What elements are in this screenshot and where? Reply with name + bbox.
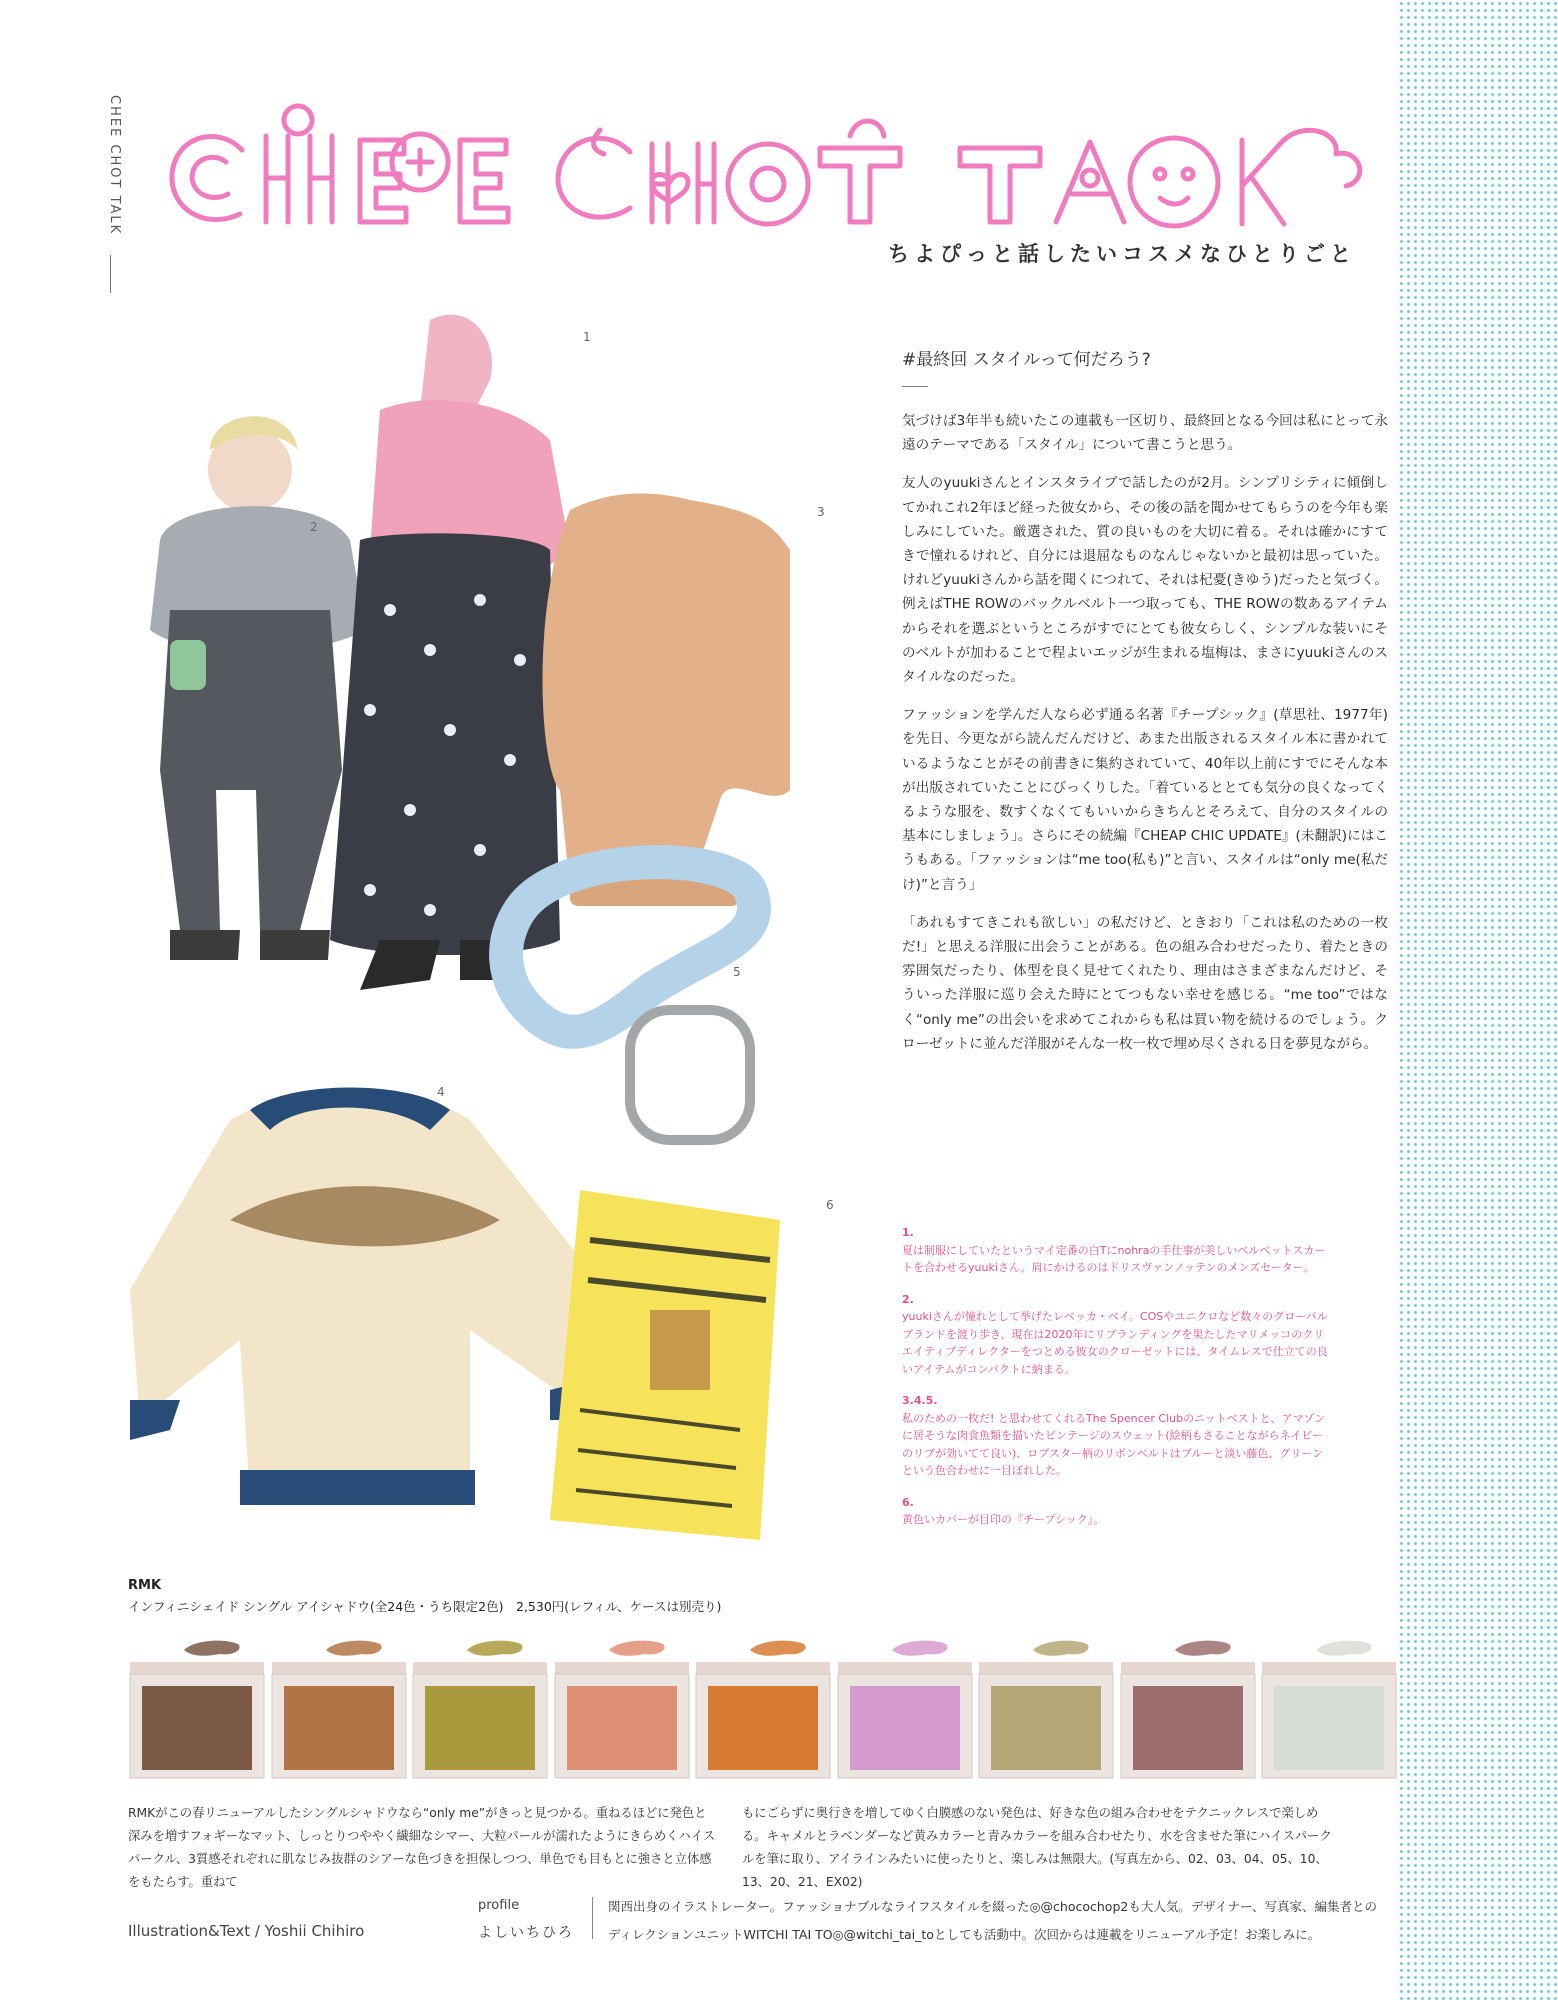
- series-label-vertical: CHEE CHOT TALK: [107, 95, 122, 236]
- eyeshadow-compact: [1119, 1632, 1257, 1782]
- illustration-number-1: 1: [583, 330, 591, 344]
- article-headline: #最終回 スタイルって何だろう?: [902, 350, 1151, 370]
- caption-text: yuukiさんが憧れとして挙げたレベッカ・ベイ。COSやユニクロなど数々のグローバルブランドを渡り歩き、現在は2020年にリブランディングを果たしたマリメッコのクリエイティブディレクターをつとめる彼女のクローゼットには、タイムレスで仕立ての良いアイテムがコンパクトに納まる。: [902, 1310, 1328, 1376]
- series-logo: [160, 90, 1400, 250]
- article-paragraph: 「あれもすてきこれも欲しい」の私だけど、ときおり「これは私のための一枚だ!」と思える洋服に出会うことがある。色の組み合わせだったり、着たときの雰囲気だったり、体型を良く見せてくれたり、理由はさまざまなんだけど、そういった洋服に巡り会えた時にとてつもない幸せを感じる。“me too”ではなく“only me”の出会いを求めてこれからも私は買い物を続けるのでしょう。クローゼットに並んだ洋服がそんな一枚一枚で埋め尽くされる日を夢見ながら。: [902, 914, 1388, 1052]
- caption-item: [902, 1291, 1332, 1379]
- shadow-pan: [284, 1686, 394, 1770]
- shadow-pan: [425, 1686, 535, 1770]
- eyeshadow-compact-graphic: [1119, 1632, 1257, 1782]
- eyeshadow-compact: [977, 1632, 1115, 1782]
- series-label-rule: [110, 255, 111, 293]
- swatch-smear: [467, 1641, 523, 1656]
- profile-label: profile: [478, 1898, 520, 1913]
- caption-number: 2.: [902, 1292, 914, 1306]
- caption-number: 6.: [902, 1495, 914, 1509]
- compact-lid: [130, 1662, 264, 1674]
- illustration-number-4: 4: [437, 1085, 445, 1099]
- illustration-credit: Illustration&Text / Yoshii Chihiro: [128, 1922, 365, 1940]
- illustration-number-2: 2: [310, 520, 318, 534]
- eyeshadow-compact-graphic: [128, 1632, 266, 1782]
- profile-divider: [592, 1897, 593, 1939]
- eyeshadow-compact: [553, 1632, 691, 1782]
- compact-lid: [838, 1662, 972, 1674]
- profile-name: よしいちひろ: [478, 1925, 574, 1941]
- headline-rule: [902, 386, 928, 387]
- caption-item: [902, 1392, 1332, 1480]
- eyeshadow-compact-graphic: [977, 1632, 1115, 1782]
- illustration-number-5: 5: [733, 965, 741, 979]
- shadow-pan: [708, 1686, 818, 1770]
- swatch-smear: [1033, 1641, 1089, 1656]
- compact-lid: [979, 1662, 1113, 1674]
- caption-item: [902, 1224, 1332, 1277]
- swatch-smear: [609, 1641, 665, 1656]
- swatch-smear: [1316, 1641, 1372, 1656]
- swatch-smear: [184, 1641, 240, 1656]
- illustration-number-6: 6: [826, 1198, 834, 1212]
- shadow-pan: [850, 1686, 960, 1770]
- eyeshadow-compact-graphic: [836, 1632, 974, 1782]
- product-description-left: RMKがこの春リニューアルしたシングルシャドウなら“only me”がきっと見つかる。重ねるほどに発色と深みを増すフォギーなマット、しっとりつややく繊細なシマー、大粒パールが濡れたようにきらめくハイスパークル、3質感それぞれに肌なじみ抜群のシアーな色づきを担保しつつ、単色でも目もとに強さと立体感をもたらす。重ねて: [128, 1806, 716, 1889]
- compact-lid: [1121, 1662, 1255, 1674]
- caption-number: 3.4.5.: [902, 1394, 938, 1407]
- product-brand: RMK: [128, 1578, 162, 1593]
- shadow-pan: [1274, 1686, 1384, 1770]
- article-paragraph: 気づけば3年半も続いたこの連載も一区切り、最終回となる今回は私にとって永遠のテーマである「スタイル」について書こうと思う。: [902, 413, 1388, 454]
- illustration-knit-vest: [543, 493, 791, 906]
- eyeshadow-compact-graphic: [270, 1632, 408, 1782]
- product-line: インフィニシェイド シングル アイシャドウ(全24色・うち限定2色) 2,530円(レフィル、ケースは別売り): [128, 1599, 722, 1614]
- swatch-smear: [1175, 1641, 1231, 1656]
- caption-text: 私のための一枚だ! と思わせてくれるThe Spencer Clubのニットベストと、アマゾンに居そうな肉食魚類を描いたビンテージのスウェット(絵柄もさることながらネイビーのリブが効いてて良い)、ロブスター柄のリボンベルトはブルーと淡い藤色、グリーンという色合わせに一目ぼれした。: [902, 1411, 1326, 1477]
- swatch-smear: [750, 1641, 806, 1656]
- illustration-number-3: 3: [817, 505, 825, 519]
- illustration-captions: [902, 1224, 1332, 1543]
- eyeshadow-product-row: [128, 1632, 1398, 1792]
- eyeshadow-compact-graphic: [694, 1632, 832, 1782]
- illustration-cheap-chic-book: [550, 1190, 780, 1540]
- compact-lid: [555, 1662, 689, 1674]
- article-paragraph: 友人のyuukiさんとインスタライブで話したのが2月。シンプリシティに傾倒してかれこれ2年ほど経った彼女から、その後の話を聞かせてもらうのを今年も楽しみにしていた。厳選された、質の良いものを大切に着る。それは確かにすてきで憧れるけれど、自分には退屈なものなんじゃないかと最初は思っていた。けれどyuukiさんから話を聞くにつれて、それは杞憂(きゆう)だったと気づく。例えばTHE ROWのバックルベルト一つ取っても、THE ROWの数あるアイテムからそれを選ぶというところがすでにとても彼女らしく、シンプルな装いにそのベルトが加わることで程よいエッジが生まれる塩梅は、まさにyuukiさんのスタイルなのだった。: [902, 475, 1388, 686]
- article-column: [902, 345, 1388, 1070]
- article-paragraph: ファッションを学んだ人なら必ず通る名著『チープシック』(草思社、1977年)を先日、今更ながら読んだんだけど、あまた出版されるスタイル本に書かれているようなことがその前書きに集約されていて、40年以上前にすでにそんな本が出版されていたことにびっくりした。「着ているととても気分の良くなってくるような服を、数すくなくてもいいからきちんとそろえて、自分のスタイルの基本にしましょう」。さらにその続編『CHEAP CHIC UPDATE』(未翻訳)にはこうもある。「ファッションは“me too(私も)”と言い、スタイルは“only me(私だけ)”と言う」: [902, 707, 1388, 893]
- compact-lid: [413, 1662, 547, 1674]
- eyeshadow-compact: [411, 1632, 549, 1782]
- compact-lid: [696, 1662, 830, 1674]
- eyeshadow-compact-graphic: [411, 1632, 549, 1782]
- watercolor-illustration: [130, 290, 890, 1590]
- eyeshadow-compact-graphic: [553, 1632, 691, 1782]
- product-description-right: もにごらずに奥行きを増してゆく白膜感のない発色は、好きな色の組み合わせをテクニックレスで楽しめる。キャメルとラベンダーなど黄みカラーと青みカラーを組み合わせたり、水を含ませた筆にハイスパークルを筆に取り、アイラインみたいに使ったりと、楽しみは無限大。(写真左から、02、03、04、05、10、13、20、21、EX02): [742, 1806, 1332, 1889]
- shadow-pan: [1133, 1686, 1243, 1770]
- illustration-seated-woman: [150, 416, 366, 960]
- shadow-pan: [991, 1686, 1101, 1770]
- dotted-border: [1398, 0, 1558, 2000]
- swatch-smear: [892, 1641, 948, 1656]
- eyeshadow-compact: [1260, 1632, 1398, 1782]
- eyeshadow-compact: [836, 1632, 974, 1782]
- caption-number: 1.: [902, 1226, 914, 1239]
- eyeshadow-compact-graphic: [1260, 1632, 1398, 1782]
- swatch-smear: [326, 1641, 382, 1656]
- compact-lid: [1262, 1662, 1396, 1674]
- shadow-pan: [142, 1686, 252, 1770]
- series-subtitle: ちよぴっと話したいコスメなひとりごと: [888, 242, 1356, 266]
- caption-text: 夏は制服にしていたというマイ定番の白Tにnohraの手仕事が美しいベルベットスカートを合わせるyuukiさん。肩にかけるのはドリスヴァンノッテンのメンズセーター。: [902, 1243, 1326, 1274]
- eyeshadow-compact: [128, 1632, 266, 1782]
- shadow-pan: [567, 1686, 677, 1770]
- eyeshadow-compact: [694, 1632, 832, 1782]
- caption-item: [902, 1494, 1332, 1529]
- compact-lid: [272, 1662, 406, 1674]
- profile-text: 関西出身のイラストレーター。ファッショナブルなライフスタイルを綴った◎@chocochop2も大人気。デザイナー、写真家、編集者とのディレクションユニットWITCHI TAI TO◎@witchi_tai_toとしても活動中。次回からは連載をリニューアル予定！お楽しみに。: [608, 1899, 1377, 1942]
- illustration-sweatshirt: [130, 1088, 590, 1506]
- caption-text: 黄色いカバーが目印の『チープシック』。: [902, 1513, 1105, 1526]
- eyeshadow-compact: [270, 1632, 408, 1782]
